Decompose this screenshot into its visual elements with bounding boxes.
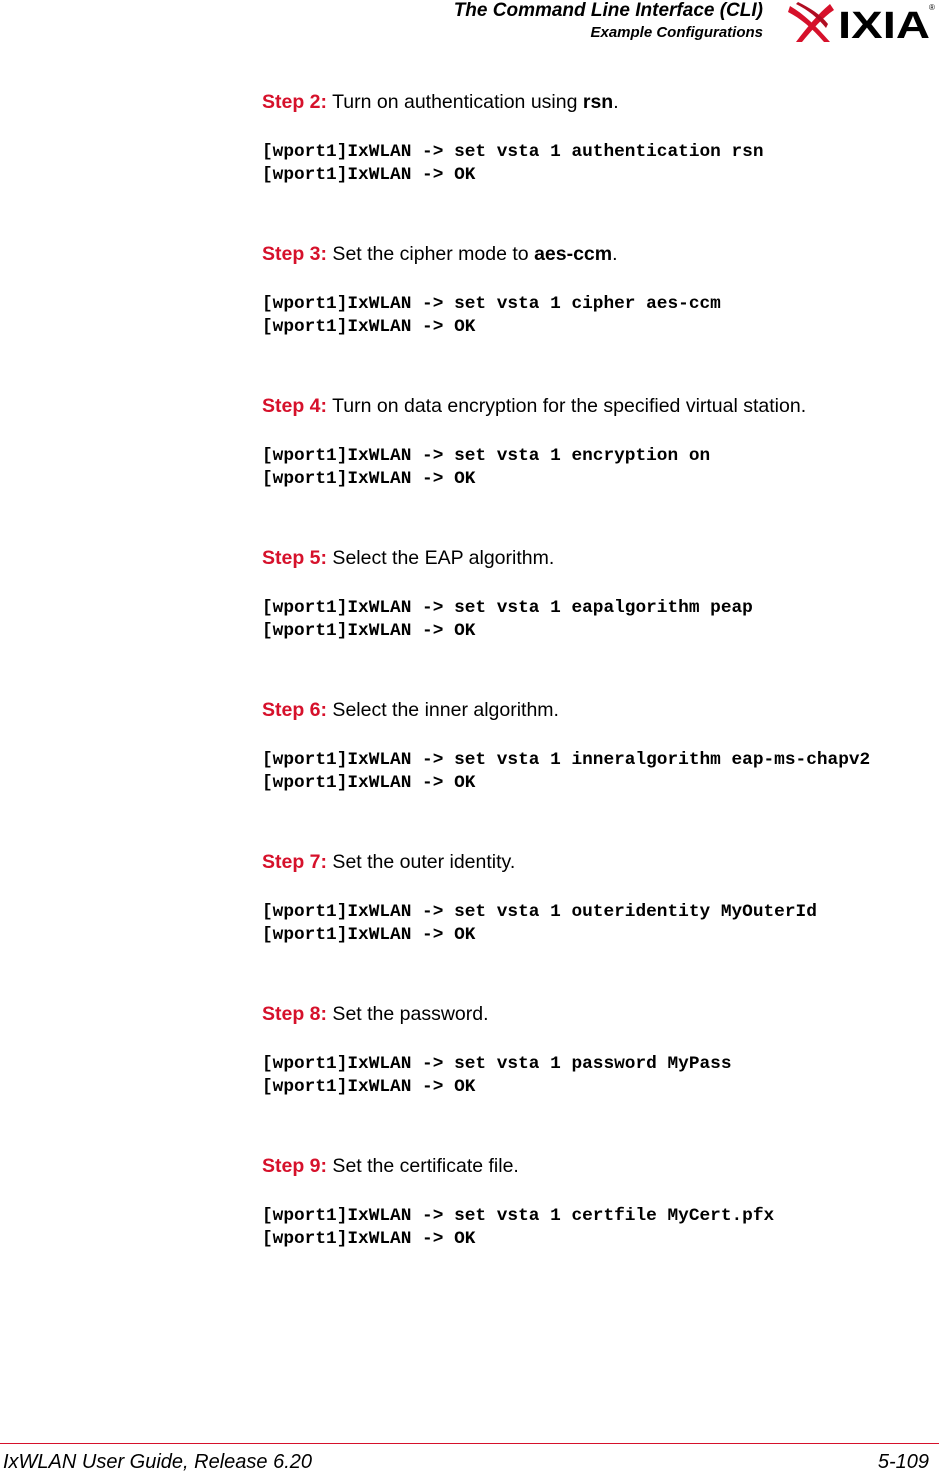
registered-mark: ® (929, 3, 935, 12)
code-line: [wport1]IxWLAN -> OK (262, 773, 476, 793)
step-block (262, 697, 932, 849)
step-instruction (262, 89, 932, 115)
code-block (262, 1053, 932, 1099)
code-line: [wport1]IxWLAN -> set vsta 1 authentication rsn (262, 142, 764, 162)
step-block (262, 849, 932, 1001)
code-line: [wport1]IxWLAN -> set vsta 1 cipher aes-ccm (262, 294, 721, 314)
ixia-logo (786, 0, 936, 46)
code-line: [wport1]IxWLAN -> OK (262, 317, 476, 337)
step-instruction (262, 1153, 932, 1179)
code-block (262, 1205, 932, 1251)
footer-divider (0, 1443, 939, 1444)
step-label: Step 6: (262, 699, 328, 721)
code-block (262, 749, 932, 795)
code-line: [wport1]IxWLAN -> set vsta 1 encryption on (262, 446, 711, 466)
header-title: The Command Line Interface (CLI) (453, 0, 763, 21)
code-block (262, 141, 932, 187)
step-instruction (262, 393, 932, 419)
step-text: Turn on authentication using (327, 91, 583, 113)
step-label: Step 9: (262, 1155, 328, 1177)
step-label: Step 5: (262, 547, 328, 569)
step-block (262, 1001, 932, 1153)
step-text: Set the outer identity. (327, 851, 516, 873)
code-line: [wport1]IxWLAN -> OK (262, 165, 476, 185)
footer-page-number: 5-109 (877, 1451, 929, 1473)
code-line: [wport1]IxWLAN -> set vsta 1 eapalgorithm peap (262, 598, 753, 618)
code-block (262, 597, 932, 643)
step-label: Step 4: (262, 395, 328, 417)
step-instruction (262, 241, 932, 267)
step-block (262, 1153, 932, 1305)
step-text: Turn on data encryption for the specified virtual station. (327, 395, 807, 417)
code-line: [wport1]IxWLAN -> set vsta 1 inneralgorithm eap-ms-chapv2 (262, 750, 871, 770)
step-block (262, 393, 932, 545)
code-line: [wport1]IxWLAN -> set vsta 1 certfile MyCert.pfx (262, 1206, 775, 1226)
code-line: [wport1]IxWLAN -> OK (262, 1077, 476, 1097)
step-block (262, 89, 932, 241)
footer-guide-title: IxWLAN User Guide, Release 6.20 (3, 1451, 313, 1473)
step-text-end: . (612, 243, 618, 265)
step-text: Set the certificate file. (327, 1155, 519, 1177)
step-label: Step 2: (262, 91, 328, 113)
step-instruction (262, 545, 932, 571)
step-text: Set the cipher mode to (327, 243, 535, 265)
header-subtitle: Example Configurations (590, 24, 763, 41)
step-text: Select the EAP algorithm. (327, 547, 555, 569)
step-label: Step 8: (262, 1003, 328, 1025)
steps-list (262, 89, 932, 1305)
code-line: [wport1]IxWLAN -> OK (262, 925, 476, 945)
logo-wordmark: IXIA (838, 5, 930, 46)
code-line: [wport1]IxWLAN -> set vsta 1 outeridentity MyOuterId (262, 902, 817, 922)
step-label: Step 7: (262, 851, 328, 873)
code-line: [wport1]IxWLAN -> OK (262, 621, 476, 641)
code-line: [wport1]IxWLAN -> OK (262, 1229, 476, 1249)
step-text: Set the password. (327, 1003, 489, 1025)
code-block (262, 901, 932, 947)
code-block (262, 293, 932, 339)
step-instruction (262, 1001, 932, 1027)
step-label: Step 3: (262, 243, 328, 265)
x-swoosh-icon (788, 2, 834, 42)
code-block (262, 445, 932, 491)
step-emphasis: rsn (582, 91, 614, 113)
step-text-end: . (613, 91, 619, 113)
step-text: Select the inner algorithm. (327, 699, 559, 721)
step-instruction (262, 849, 932, 875)
code-line: [wport1]IxWLAN -> set vsta 1 password MyPass (262, 1054, 732, 1074)
step-emphasis: aes-ccm (534, 243, 613, 265)
step-block (262, 545, 932, 697)
step-block (262, 241, 932, 393)
step-instruction (262, 697, 932, 723)
code-line: [wport1]IxWLAN -> OK (262, 469, 476, 489)
